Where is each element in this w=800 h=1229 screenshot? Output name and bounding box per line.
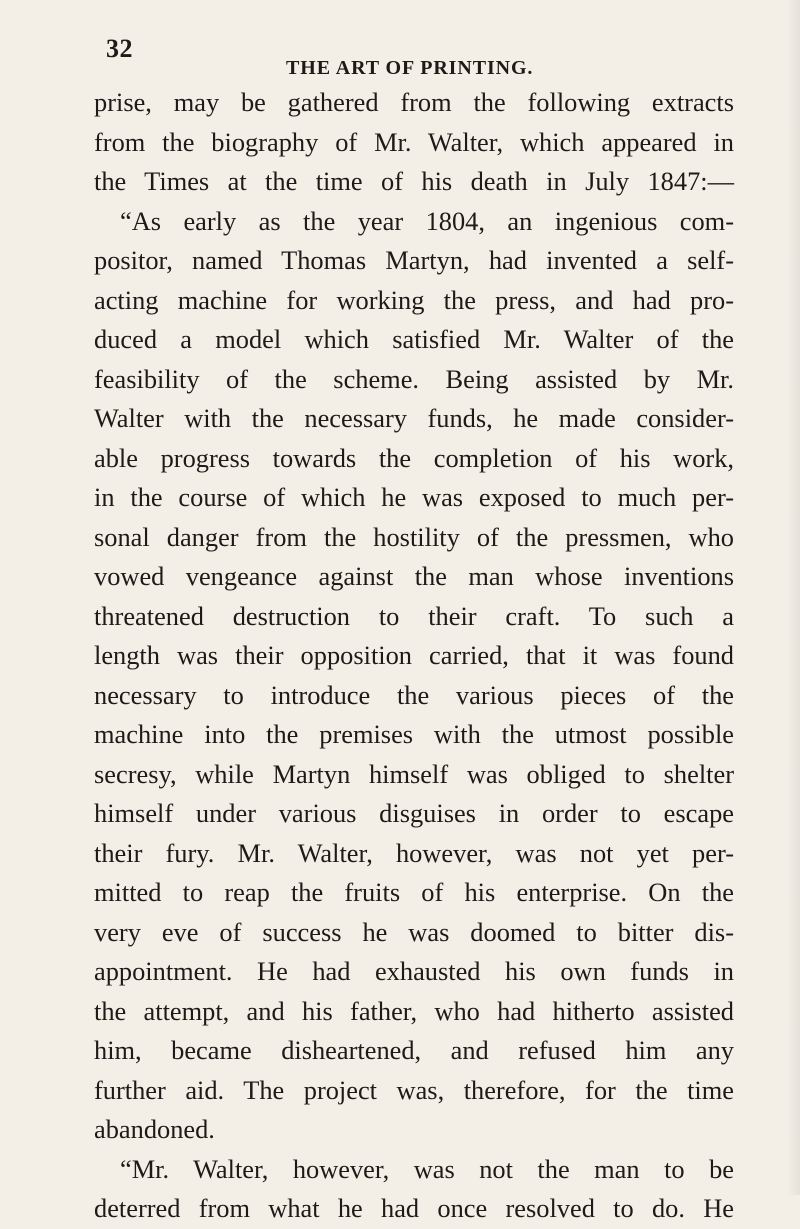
text-line: abandoned.: [94, 1114, 215, 1144]
text-line: prise, may be gathered from the following extracts: [94, 87, 734, 117]
running-head: THE ART OF PRINTING.: [286, 57, 534, 79]
page-number: 32: [106, 34, 133, 63]
text-line: duced a model which satisfied Mr. Walter of the: [94, 324, 734, 354]
text-line: their fury. Mr. Walter, however, was not yet per-: [94, 837, 734, 868]
text-line: deterred from what he had once resolved to do. He: [94, 1193, 734, 1223]
text-line: in the course of which he was exposed to much per-: [94, 482, 734, 512]
text-line: from the biography of Mr. Walter, which appeared in: [94, 126, 734, 157]
text-line: feasibility of the scheme. Being assisted by Mr.: [94, 363, 734, 394]
page-edge-shadow: [786, 0, 800, 1195]
text-line: very eve of success he was doomed to bitter dis-: [94, 916, 734, 947]
text-line: the attempt, and his father, who had hitherto assisted: [94, 995, 734, 1026]
text-line: threatened destruction to their craft. To such a: [94, 600, 734, 631]
text-line: “Mr. Walter, however, was not the man to be: [120, 1153, 734, 1184]
text-line: acting machine for working the press, and had pro-: [94, 284, 734, 315]
text-line: himself under various disguises in order to escape: [94, 798, 734, 828]
text-line: him, became disheartened, and refused him any: [94, 1035, 734, 1065]
text-line: able progress towards the completion of his work,: [94, 442, 734, 473]
body-text: [94, 83, 734, 1229]
text-line: Walter with the necessary funds, he made consider-: [94, 403, 734, 433]
text-line: secresy, while Martyn himself was obliged to shelter: [94, 758, 734, 789]
text-line: “As early as the year 1804, an ingenious com-: [120, 205, 734, 236]
text-line: further aid. The project was, therefore, for the time: [94, 1074, 734, 1105]
text-line: mitted to reap the fruits of his enterprise. On the: [94, 877, 734, 907]
text-line: machine into the premises with the utmost possible: [94, 719, 734, 749]
text-line: sonal danger from the hostility of the pressmen, who: [94, 521, 734, 552]
text-line: necessary to introduce the various pieces of the: [94, 679, 734, 710]
text-line: vowed vengeance against the man whose inventions: [94, 561, 734, 591]
text-line: appointment. He had exhausted his own funds in: [94, 956, 734, 986]
text-line: length was their opposition carried, that it was found: [94, 640, 734, 670]
text-line: the Times at the time of his death in July 1847:—: [94, 166, 734, 196]
text-line: positor, named Thomas Martyn, had invented a self-: [94, 245, 734, 275]
